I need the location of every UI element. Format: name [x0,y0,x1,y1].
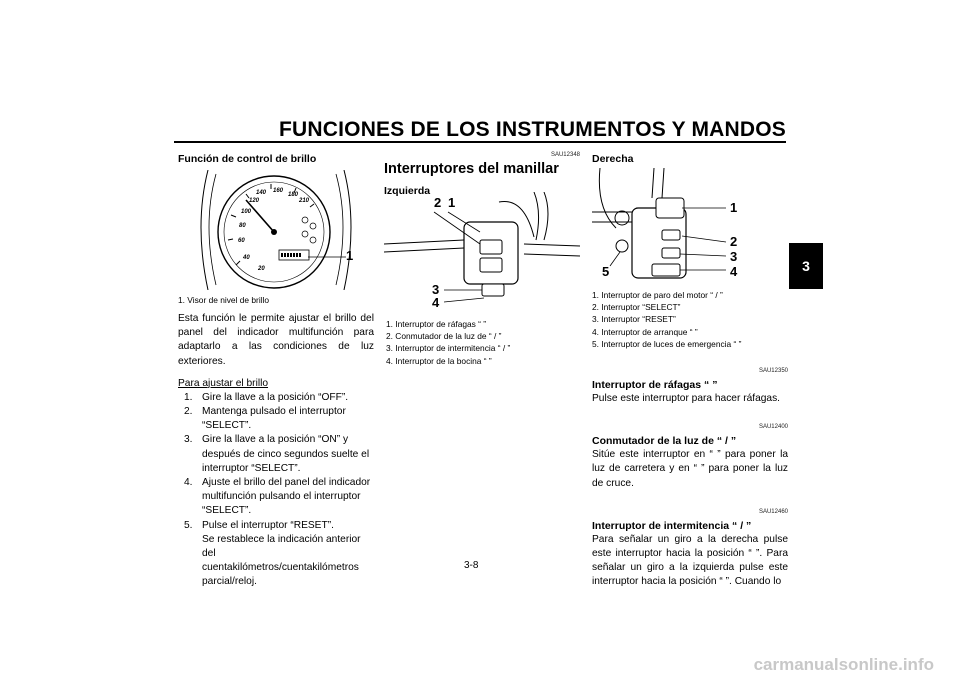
legend-item: 5. Interruptor de luces de emergencia “ ” [592,338,742,349]
svg-text:100: 100 [241,209,252,215]
brightness-callout-1: 1 [346,248,354,263]
turn-signal-section [592,505,788,590]
left-callout-3: 3 [432,282,440,297]
step-item: 5. Pulse el interruptor “RESET”. [184,519,334,531]
svg-text:160: 160 [273,188,284,194]
brightness-legend: 1. Visor de nivel de brillo [178,295,270,305]
turn-signal-title: Interruptor de intermitencia “ / ” [592,519,752,532]
left-callout-1: 1 [448,195,456,210]
page-header [174,118,786,152]
right-callout-5: 5 [602,264,610,279]
page-title: FUNCIONES DE LOS INSTRUMENTOS Y MANDOS [279,118,786,141]
section-code: SAU12460 [758,508,788,515]
right-switch-illustration [592,168,788,284]
header-rule [174,141,786,143]
svg-text:60: 60 [238,238,245,244]
speedometer-figure [186,170,366,290]
turn-signal-text: Para señalar un giro a la derecha pulse este interruptor hacia la posición “ ”. Para señalar un giro a la izquierda pulse este interruptor hacia la posición “ ”. Cuando lo [592,533,788,588]
middle-column [384,148,580,198]
brightness-steps [178,391,374,590]
brightness-subheading: Para ajustar el brillo [178,377,269,389]
step-item: 3. Gire la llave a la posición “ON” y después de cinco segundos suelte el interruptor “SELECT”. [184,434,370,474]
step-note: Se restablece la indicación anterior del cuentakilómetros/cuentakilómetros parcial/reloj. [202,533,361,588]
svg-text:180: 180 [288,192,299,198]
step-item: 4. Ajuste el brillo del panel del indicador multifunción pulsando el interruptor “SELECT”. [184,477,371,517]
dimmer-text: Sitúe este interruptor en “ ” para poner la luz de carretera y en “ ” para poner la luz de cruce. [592,449,788,489]
legend-item: 3. Interruptor “RESET” [592,314,676,325]
flash-section [592,364,788,406]
left-callout-4: 4 [432,295,440,310]
section-code: SAU12400 [758,424,788,431]
left-switch-figure [384,192,580,312]
chapter-tab: 3 [789,243,823,289]
section-code: SAU12350 [758,368,788,374]
svg-text:80: 80 [239,223,246,229]
legend-item: 2. Conmutador de la luz de “ / ” [386,331,502,342]
speedometer-illustration [186,170,366,290]
right-callout-1: 1 [730,200,738,215]
dimmer-title: Conmutador de la luz de “ / ” [592,435,737,448]
svg-text:40: 40 [243,255,250,261]
right-sections [592,364,788,590]
footer-watermark [0,655,960,675]
left-switch-illustration [384,192,580,312]
page-number: 3-8 [464,560,479,571]
left-callout-2: 2 [434,195,442,210]
legend-item: 3. Interruptor de intermitencia “ / ” [386,343,511,354]
right-callout-2: 2 [730,234,738,249]
legend-item: 4. Interruptor de la bocina “ ” [386,355,492,366]
left-switch-legend [386,318,582,367]
svg-text:140: 140 [256,190,267,196]
svg-text:120: 120 [249,198,260,204]
svg-text:20: 20 [258,266,265,272]
dimmer-section [592,420,788,491]
step-item: 2. Mantenga pulsado el interruptor “SELECT”. [184,406,346,432]
legend-item: 1. Interruptor de ráfagas “ ” [386,319,487,329]
footer-text: carmanualsonline.info [753,655,934,674]
step-item: 1. Gire la llave a la posición “OFF”. [184,391,349,403]
flash-text: Pulse este interruptor para hacer ráfagas. [592,393,781,404]
right-switch-legend [592,289,788,350]
left-switch-subheading: Izquierda [384,185,431,197]
right-column [592,152,788,166]
brightness-paragraph: Esta función le permite ajustar el brillo del panel del indicador multifunción para adaptarlo a las condiciones de luz exteriores. [178,313,374,367]
brightness-heading: Función de control de brillo [178,153,317,165]
right-switch-figure [592,168,788,284]
section-code: SAU12348 [550,152,580,158]
legend-item: 1. Interruptor de paro del motor “ / ” [592,290,723,300]
legend-item: 4. Interruptor de arranque “ ” [592,326,698,337]
flash-title: Interruptor de ráfagas “ ” [592,379,718,391]
brightness-text [178,312,374,590]
legend-item: 2. Interruptor “SELECT” [592,302,681,313]
left-column [178,152,374,166]
right-callout-3: 3 [730,249,738,264]
svg-text:210: 210 [299,198,310,204]
handlebar-heading: Interruptores del manillar [384,161,559,177]
right-callout-4: 4 [730,264,738,279]
right-switch-heading: Derecha [592,153,634,165]
